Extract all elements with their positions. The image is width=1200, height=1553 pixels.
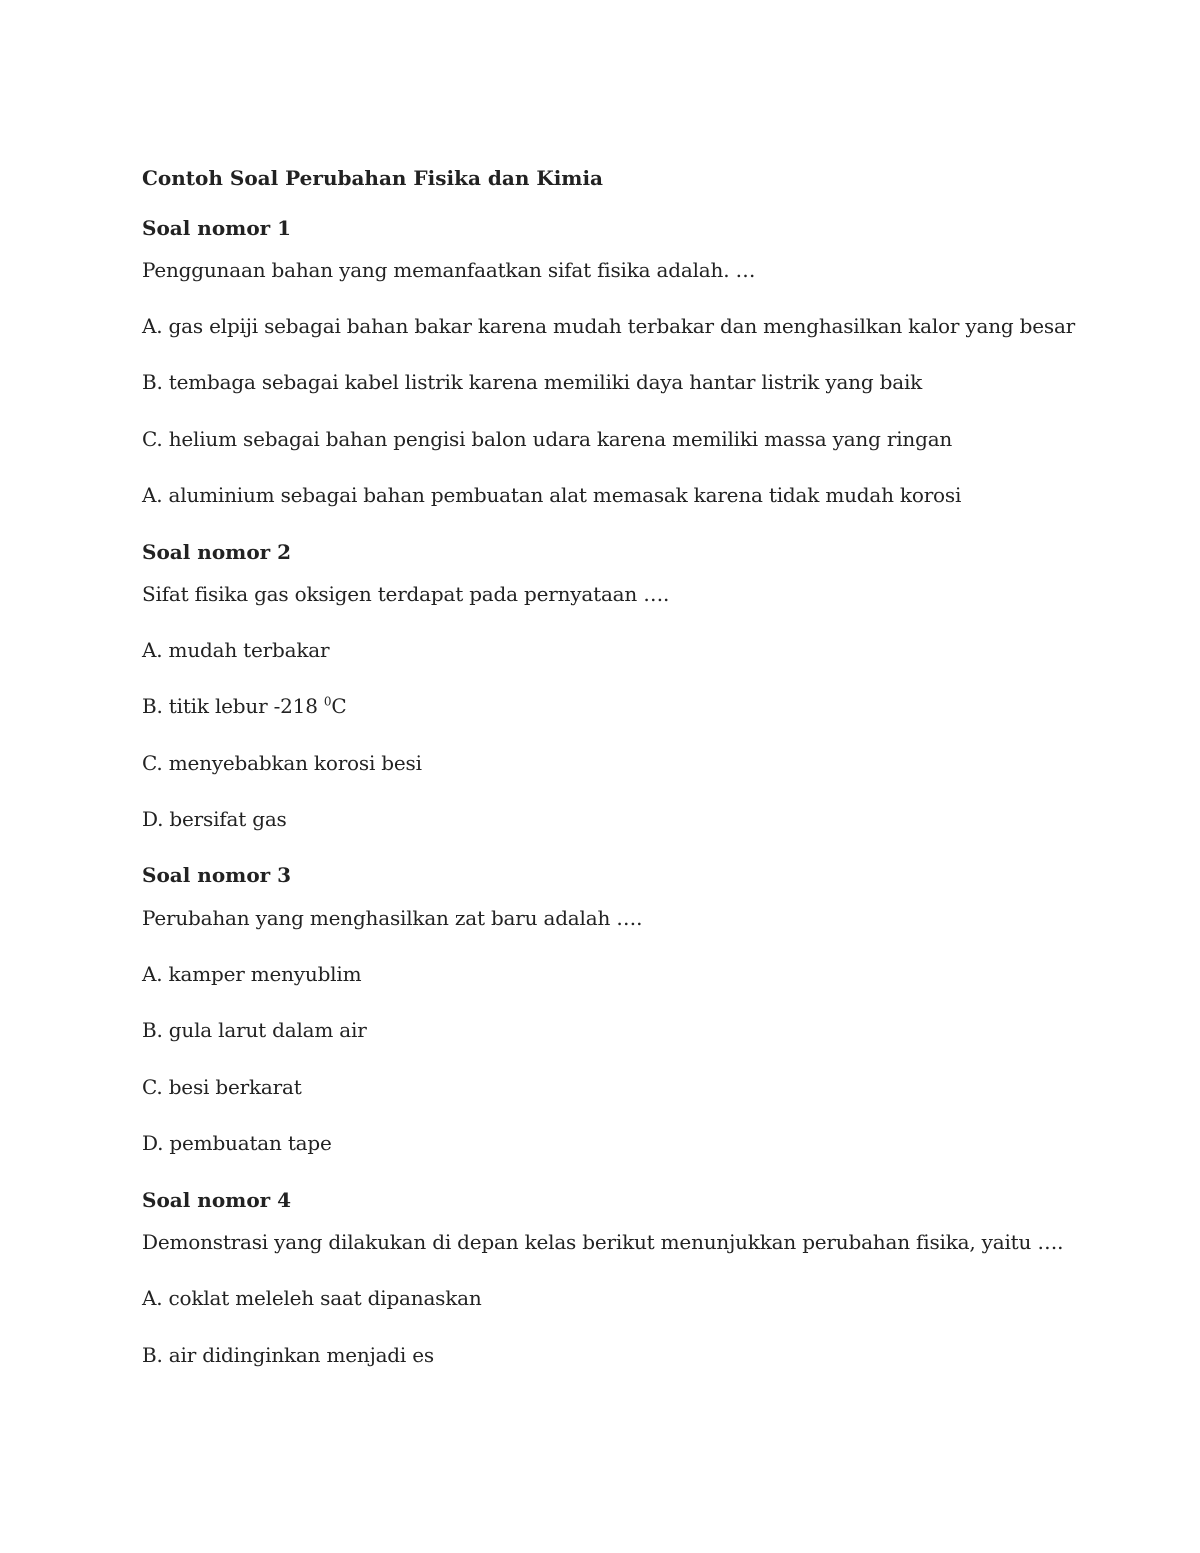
question-2-text: Sifat fisika gas oksigen terdapat pada pernyataan …. xyxy=(142,582,670,606)
question-2-option-2 xyxy=(142,693,346,719)
question-3-text: Perubahan yang menghasilkan zat baru adalah …. xyxy=(142,906,643,930)
question-2-option-3: C. menyebabkan korosi besi xyxy=(142,751,422,775)
temperature-unit: C xyxy=(331,694,347,718)
question-2-option-4: D. bersifat gas xyxy=(142,807,287,831)
question-1-heading: Soal nomor 1 xyxy=(142,216,292,240)
degree-superscript: 0 xyxy=(323,694,332,709)
question-3-option-1: A. kamper menyublim xyxy=(142,962,362,986)
question-3-option-2: B. gula larut dalam air xyxy=(142,1018,367,1042)
document-title: Contoh Soal Perubahan Fisika dan Kimia xyxy=(142,166,604,190)
question-1-option-2: B. tembaga sebagai kabel listrik karena memiliki daya hantar listrik yang baik xyxy=(142,370,923,394)
question-4-option-1: A. coklat meleleh saat dipanaskan xyxy=(142,1286,482,1310)
question-4-text: Demonstrasi yang dilakukan di depan kelas berikut menunjukkan perubahan fisika, yaitu …. xyxy=(142,1230,1064,1254)
question-2-option-1: A. mudah terbakar xyxy=(142,638,330,662)
question-1-option-1: A. gas elpiji sebagai bahan bakar karena mudah terbakar dan menghasilkan kalor yang besar xyxy=(142,314,1076,338)
question-3-heading: Soal nomor 3 xyxy=(142,863,292,887)
question-1-text: Penggunaan bahan yang memanfaatkan sifat fisika adalah. … xyxy=(142,258,756,282)
question-3-option-3: C. besi berkarat xyxy=(142,1075,302,1099)
question-2-option-2-text: B. titik lebur -218 xyxy=(142,694,318,718)
question-4-heading: Soal nomor 4 xyxy=(142,1188,292,1212)
question-1-option-4: A. aluminium sebagai bahan pembuatan alat memasak karena tidak mudah korosi xyxy=(142,483,962,507)
question-1-option-3: C. helium sebagai bahan pengisi balon udara karena memiliki massa yang ringan xyxy=(142,427,953,451)
question-2-heading: Soal nomor 2 xyxy=(142,540,292,564)
question-3-option-4: D. pembuatan tape xyxy=(142,1131,332,1155)
question-4-option-2: B. air didinginkan menjadi es xyxy=(142,1343,434,1367)
